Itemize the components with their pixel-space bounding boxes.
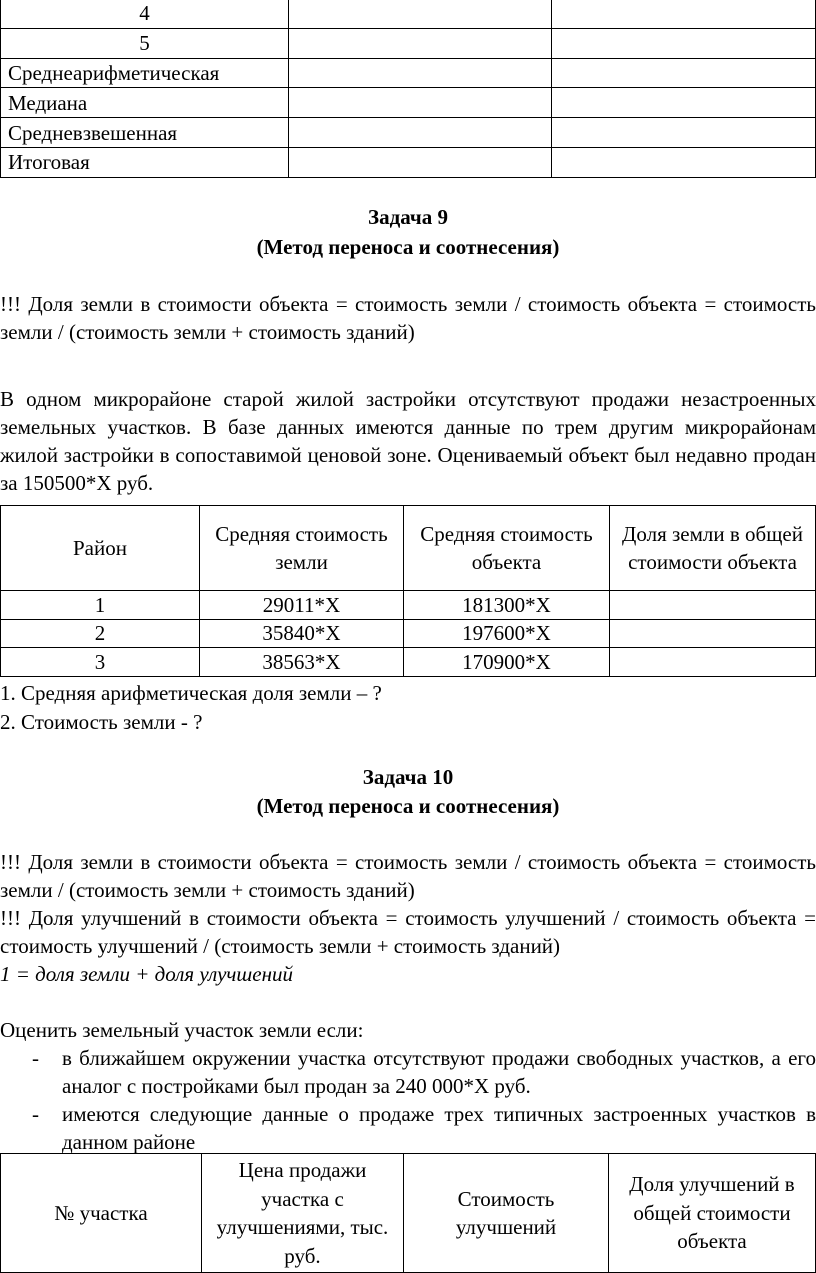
table-cell [552, 28, 816, 58]
table-cell: 197600*Х [404, 619, 610, 648]
table-cell [552, 88, 816, 118]
table-cell: 29011*Х [200, 591, 404, 620]
table-cell: Средневзвешенная [1, 118, 289, 148]
table-row [1, 118, 816, 148]
table-row [1, 147, 816, 177]
table-row [1, 648, 816, 677]
table-cell [552, 58, 816, 88]
table-cell [610, 619, 816, 648]
task9-subtitle: (Метод переноса и соотнесения) [256, 235, 560, 259]
task9-text: В одном микрорайоне старой жилой застройки отсутствуют продажи незастроенных земельных участков. В базе данных имеются данные по трем другим микрорайонам жилой застройки в сопоставимой ценовой зоне. Оцениваемый объект был недавно продан за 150500*Х руб. [0, 387, 816, 495]
table-cell [289, 118, 552, 148]
table-cell [552, 0, 816, 28]
table-header-row [1, 1154, 816, 1273]
table-cell: Итоговая [1, 147, 289, 177]
table-row [1, 0, 816, 28]
table-cell [610, 591, 816, 620]
table-row [1, 591, 816, 620]
task10-table [0, 1153, 816, 1273]
table-header-cell: Цена продажи участка с улучшениями, тыс. руб. [202, 1154, 404, 1273]
list-item-text: имеются следующие данные о продаже трех типичных застроенных участков в данном районе [62, 1102, 816, 1154]
table-cell: 5 [1, 28, 289, 58]
task10-formula-2: !!! Доля улучшений в стоимости объекта = стоимость улучшений / стоимость объекта = стоимость улучшений / (стоимость земли + стоимость зданий) [0, 906, 816, 958]
task10-formula-1: !!! Доля земли в стоимости объекта = стоимость земли / стоимость объекта = стоимость земли / (стоимость земли + стоимость зданий) [0, 850, 816, 902]
table-cell [552, 118, 816, 148]
table-row [1, 28, 816, 58]
list-item [0, 1100, 816, 1156]
table-header-cell: Доля улучшений в общей стоимости объекта [609, 1154, 816, 1273]
table-header-cell: № участка [1, 1154, 202, 1273]
table-cell [289, 58, 552, 88]
table-cell: 1 [1, 591, 200, 620]
task9-question-1: 1. Средняя арифметическая доля земли – ? [0, 681, 382, 705]
table-cell [289, 0, 552, 28]
table-header-cell: Стоимость улучшений [404, 1154, 609, 1273]
table-cell: 2 [1, 619, 200, 648]
table-cell: 4 [1, 0, 289, 28]
table-cell [289, 88, 552, 118]
table-cell: 181300*Х [404, 591, 610, 620]
task10-title: Задача 10 [362, 765, 454, 789]
task9-formula: !!! Доля земли в стоимости объекта = стоимость земли / стоимость объекта = стоимость земли / (стоимость земли + стоимость зданий) [0, 292, 816, 344]
table-header-cell: Доля земли в общей стоимости объекта [610, 506, 816, 591]
table-cell: 35840*Х [200, 619, 404, 648]
table-cell [289, 147, 552, 177]
table-header-cell: Средняя стоимость земли [200, 506, 404, 591]
table-cell [289, 28, 552, 58]
table-cell [552, 147, 816, 177]
task10-intro: Оценить земельный участок земли если: [0, 1018, 364, 1042]
table-cell: 170900*Х [404, 648, 610, 677]
task9-question-2: 2. Стоимость земли - ? [0, 710, 203, 734]
table-row [1, 58, 816, 88]
table-row [1, 619, 816, 648]
table-header-cell: Район [1, 506, 200, 591]
list-item [0, 1044, 816, 1100]
table-cell: 3 [1, 648, 200, 677]
task10-formula-3: 1 = доля земли + доля улучшений [0, 962, 293, 986]
table-header-row [1, 506, 816, 591]
table-header-cell: Средняя стоимость объекта [404, 506, 610, 591]
results-table [0, 0, 816, 178]
task10-subtitle: (Метод переноса и соотнесения) [256, 794, 560, 818]
table-cell: 38563*Х [200, 648, 404, 677]
table-cell [610, 648, 816, 677]
table-cell: Среднеарифметическая [1, 58, 289, 88]
bullet-marker: - [32, 1102, 39, 1126]
table-cell: Медиана [1, 88, 289, 118]
task9-title: Задача 9 [368, 205, 448, 229]
bullet-marker: - [32, 1046, 39, 1070]
table-row [1, 88, 816, 118]
list-item-text: в ближайшем окружении участка отсутствуют продажи свободных участков, а его аналог с постройками был продан за 240 000*Х руб. [62, 1046, 816, 1098]
task9-table [0, 505, 816, 677]
